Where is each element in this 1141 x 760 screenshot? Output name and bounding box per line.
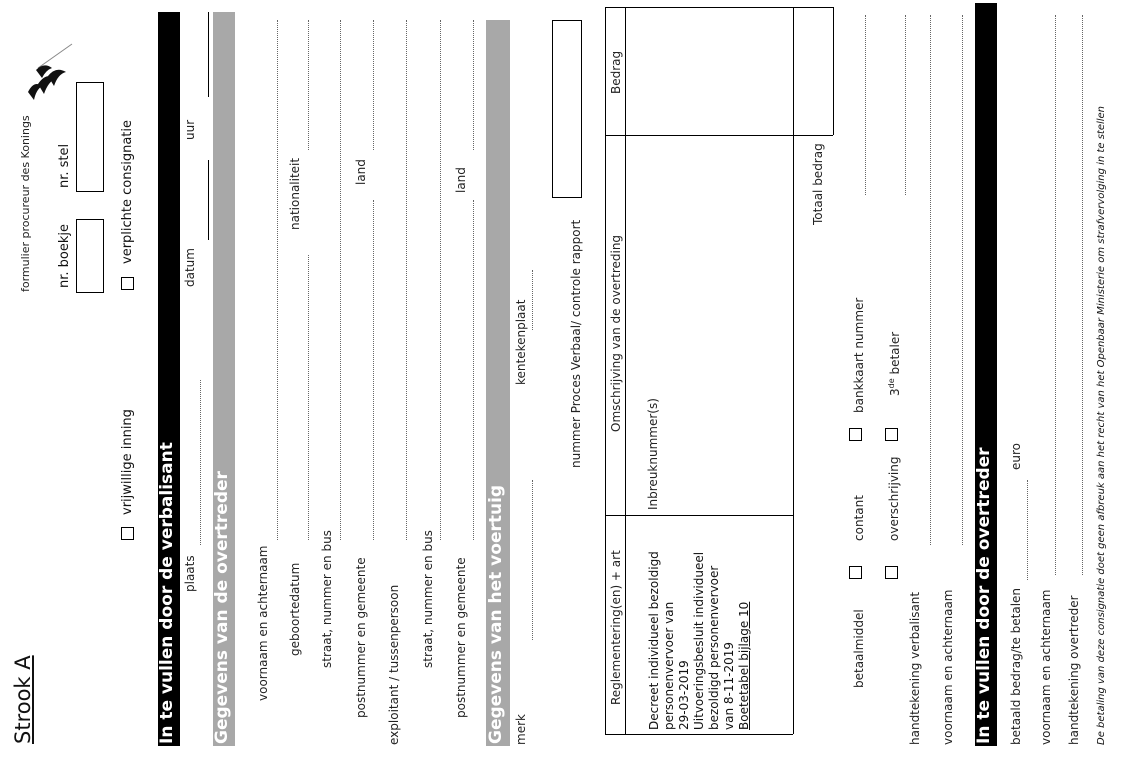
date-label: datum xyxy=(183,248,197,287)
place-field[interactable] xyxy=(200,380,201,545)
regulation-col-divider xyxy=(605,515,793,516)
table-total-divider xyxy=(793,7,794,734)
col-regulation-header: Reglementering(en) + art xyxy=(609,550,623,705)
mandatory-consignment-label: verplichte consignatie xyxy=(120,119,135,264)
country-label: land xyxy=(354,159,368,185)
birthdate-field[interactable] xyxy=(308,255,309,540)
birthdate-label: geboortedatum xyxy=(288,562,302,656)
operator-field[interactable] xyxy=(406,20,407,540)
bank-card-checkbox[interactable] xyxy=(849,428,862,441)
postcode2-label: postnummer en gemeente xyxy=(454,557,468,718)
cash-checkbox[interactable] xyxy=(849,566,862,579)
table-right-border xyxy=(833,7,834,135)
booklet-no-label: nr. boekje xyxy=(57,224,72,288)
street-label: straat, nummer en bus xyxy=(320,530,334,668)
postcode-label: postnummer en gemeente xyxy=(354,557,368,718)
total-amount-label: Totaal bedrag xyxy=(811,143,825,225)
paid-amount-field[interactable] xyxy=(1027,480,1028,580)
time-field[interactable] xyxy=(208,12,209,97)
postcode2-field[interactable] xyxy=(473,200,474,540)
vehicle-section-title: Gegevens van het voertuig xyxy=(486,484,506,744)
street-field[interactable] xyxy=(340,20,341,540)
logo-icon xyxy=(20,40,80,105)
regulation-text xyxy=(647,520,752,730)
officer-signature-label: handtekening verbalisant xyxy=(908,591,922,745)
offender-name-fill-label: voornaam en achternaam xyxy=(1039,589,1053,745)
nationality-label: nationaliteit xyxy=(288,157,302,230)
regulation-line: Decreet individueel bezoldigd xyxy=(647,551,661,730)
table-header-divider xyxy=(625,7,626,734)
street2-label: straat, nummer en bus xyxy=(421,530,435,668)
nationality-field[interactable] xyxy=(308,20,309,150)
third-party-label xyxy=(888,332,901,396)
third-party-prefix: 3 xyxy=(888,388,902,396)
report-number-label: nummer Proces Verbaal/ controle rapport xyxy=(569,219,583,468)
place-label: plaats xyxy=(183,555,197,592)
offender-section-title: Gegevens van de overtreder xyxy=(212,471,232,744)
paid-amount-label: betaald bedrag/te betalen xyxy=(1009,587,1023,745)
offender-name-label: voornaam en achternaam xyxy=(256,545,270,701)
cash-label: contant xyxy=(852,495,866,541)
voluntary-collection-checkbox[interactable] xyxy=(121,527,134,540)
offender-signature-field[interactable] xyxy=(1082,15,1083,575)
third-party-checkbox[interactable] xyxy=(885,428,898,441)
regulation-line: Uitvoeringsbesluit individueel xyxy=(692,551,706,730)
offender-name-fill-field[interactable] xyxy=(1055,15,1056,575)
mandatory-consignment-checkbox[interactable] xyxy=(121,277,134,290)
street2-field[interactable] xyxy=(440,20,441,540)
table-left-border xyxy=(605,7,606,734)
third-party-field[interactable] xyxy=(905,15,906,195)
transfer-label: overschrijving xyxy=(887,456,901,541)
officer-section-title: In te vullen door de verbalisant xyxy=(157,442,177,744)
regulation-line: van 8-11-2019 xyxy=(722,642,736,730)
bank-card-label: bankkaart nummer xyxy=(852,297,866,413)
time-label: uur xyxy=(183,119,197,140)
offender-fill-title: In te vullen door de overtreder xyxy=(974,447,994,744)
bank-card-field[interactable] xyxy=(865,15,866,195)
set-no-label: nr. stel xyxy=(57,143,72,188)
brand-field[interactable] xyxy=(532,480,533,640)
fine-table-link[interactable]: Boetetabel bijlage 10 xyxy=(737,601,751,730)
infraction-numbers-label: Inbreuknummer(s) xyxy=(646,398,660,510)
amount-col-divider xyxy=(605,135,793,136)
regulation-line: 29-03-2019 xyxy=(677,660,691,730)
postcode-field[interactable] xyxy=(373,200,374,540)
country2-field[interactable] xyxy=(473,20,474,150)
country2-label: land xyxy=(454,167,468,193)
brand-label: merk xyxy=(514,714,528,745)
officer-name-field[interactable] xyxy=(962,15,963,545)
third-party-sup: de xyxy=(887,378,896,389)
disclaimer-text: De betaling van deze consignatie doet geen afbreuk aan het recht van het Openbaar Ministerie om strafvervolging in te stellen xyxy=(1096,105,1107,745)
officer-signature-field[interactable] xyxy=(930,15,931,545)
total-cell-bottom xyxy=(793,135,833,136)
booklet-no-field[interactable] xyxy=(76,219,104,293)
regulation-line: bezoldigd personenvervoer xyxy=(707,565,721,730)
regulation-line: personenvervoer van xyxy=(662,601,676,730)
col-amount-header: Bedrag xyxy=(609,50,623,94)
col-description-header: Omschrijving van de overtreding xyxy=(609,234,623,432)
offender-name-field[interactable] xyxy=(277,20,278,540)
country-field[interactable] xyxy=(373,20,374,150)
set-no-field[interactable] xyxy=(76,82,104,192)
third-party-text: betaler xyxy=(888,331,902,375)
voluntary-collection-label: vrijwillige inning xyxy=(120,409,135,515)
euro-label: euro xyxy=(1009,443,1023,470)
transfer-checkbox[interactable] xyxy=(885,566,898,579)
operator-label: exploitant / tussenpersoon xyxy=(387,584,401,745)
date-field[interactable] xyxy=(208,160,209,240)
table-top-border xyxy=(605,7,833,8)
form-owner-label: formulier procureur des Konings xyxy=(19,115,32,292)
report-number-field[interactable] xyxy=(552,20,582,198)
officer-name-label: voornaam en achternaam xyxy=(941,589,955,745)
table-bottom-border xyxy=(605,734,793,735)
plate-field[interactable] xyxy=(532,270,533,330)
plate-label: kentekenplaat xyxy=(514,299,528,385)
offender-signature-label: handtekening overtreder xyxy=(1067,595,1081,745)
payment-method-label: betaalmiddel xyxy=(852,609,866,688)
strip-title: Strook A xyxy=(11,655,35,744)
